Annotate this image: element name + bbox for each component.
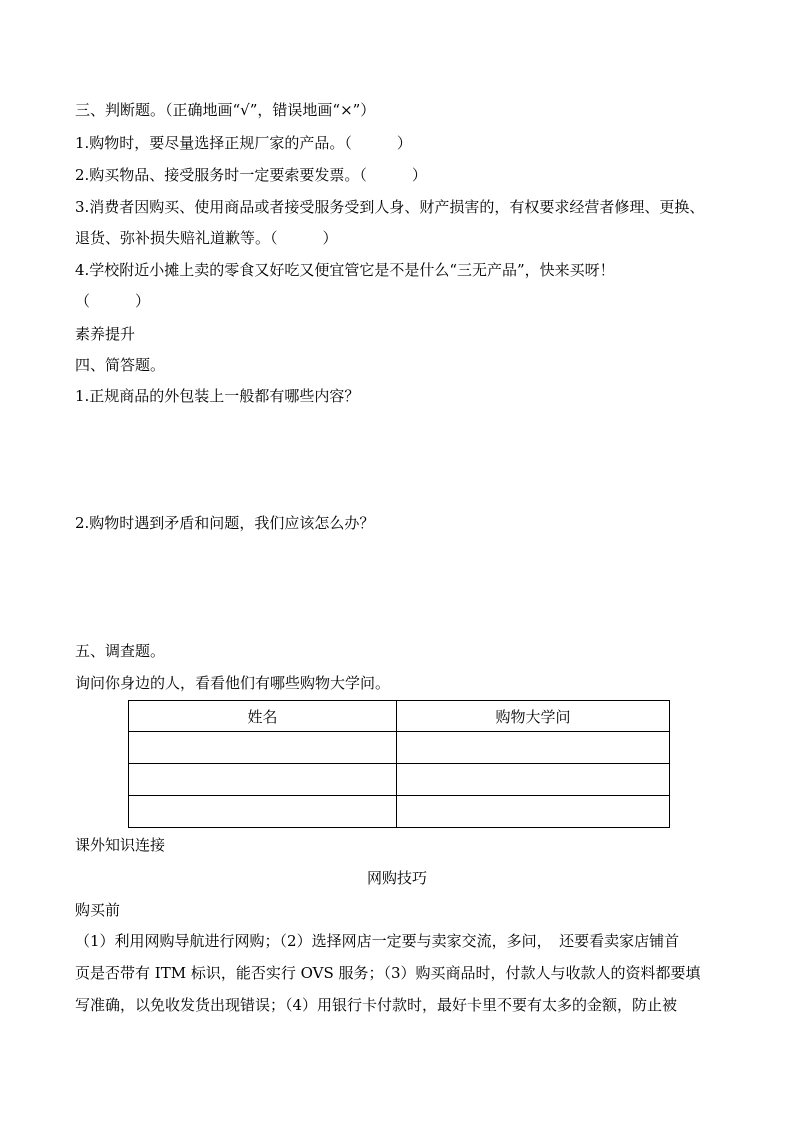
tips-paragraph-line1: （1）利用网购导航进行网购；（2）选择网店一定要与卖家交流，多问， 还要看卖家店铺首 [75, 932, 680, 950]
judge-question-3-line1: 3.消费者因购买、使用商品或者接受服务受到人身、财产损害的，有权要求经营者修理、更换、 [75, 198, 705, 216]
table-row [129, 764, 670, 796]
judge-question-4-line1: 4.学校附近小摊上卖的零食又好吃又便宜管它是不是什么“三无产品”，快来买呀！ [75, 261, 615, 279]
table-cell[interactable] [129, 764, 397, 796]
section-title-suyang: 素养提升 [75, 325, 136, 343]
header-name: 姓名 [129, 701, 397, 732]
section4-heading: 四、简答题。 [75, 356, 166, 374]
survey-instruction: 询问你身边的人，看看他们有哪些购物大学问。 [75, 674, 391, 692]
section3-heading: 三、判断题。（正确地画“√”，错误地画“×”） [75, 101, 376, 119]
table-cell[interactable] [129, 732, 397, 764]
short-answer-question-2: 2.购物时遇到矛盾和问题，我们应该怎么办？ [75, 514, 375, 532]
before-purchase-subheading: 购买前 [75, 901, 121, 919]
judge-question-4-line2: （ ） [75, 292, 151, 310]
judge-question-1: 1.购物时，要尽量选择正规厂家的产品。（ ） [75, 134, 412, 152]
tips-paragraph-line2: 页是否带有 ITM 标识，能否实行 OVS 服务；（3）购买商品时，付款人与收款人的资料都要填 [75, 964, 701, 982]
judge-question-2: 2.购买物品、接受服务时一定要索要发票。（ ） [75, 166, 427, 184]
table-row [129, 732, 670, 764]
table-row [129, 796, 670, 828]
survey-table [128, 700, 670, 828]
table-cell[interactable] [129, 796, 397, 828]
article-title: 网购技巧 [366, 869, 427, 887]
table-cell[interactable] [397, 732, 670, 764]
short-answer-question-1: 1.正规商品的外包装上一般都有哪些内容？ [75, 387, 360, 405]
judge-question-3-line2: 退货、弥补损失赔礼道歉等。（ ） [75, 229, 338, 247]
table-cell[interactable] [397, 796, 670, 828]
table-cell[interactable] [397, 764, 670, 796]
table-header-row [129, 701, 670, 732]
header-shopping-knowledge: 购物大学问 [397, 701, 670, 732]
section5-heading: 五、调查题。 [75, 642, 166, 660]
extra-knowledge-heading: 课外知识连接 [75, 836, 166, 854]
tips-paragraph-line3: 写准确，以免收发货出现错误；（4）用银行卡付款时，最好卡里不要有太多的金额，防止被 [75, 996, 678, 1014]
